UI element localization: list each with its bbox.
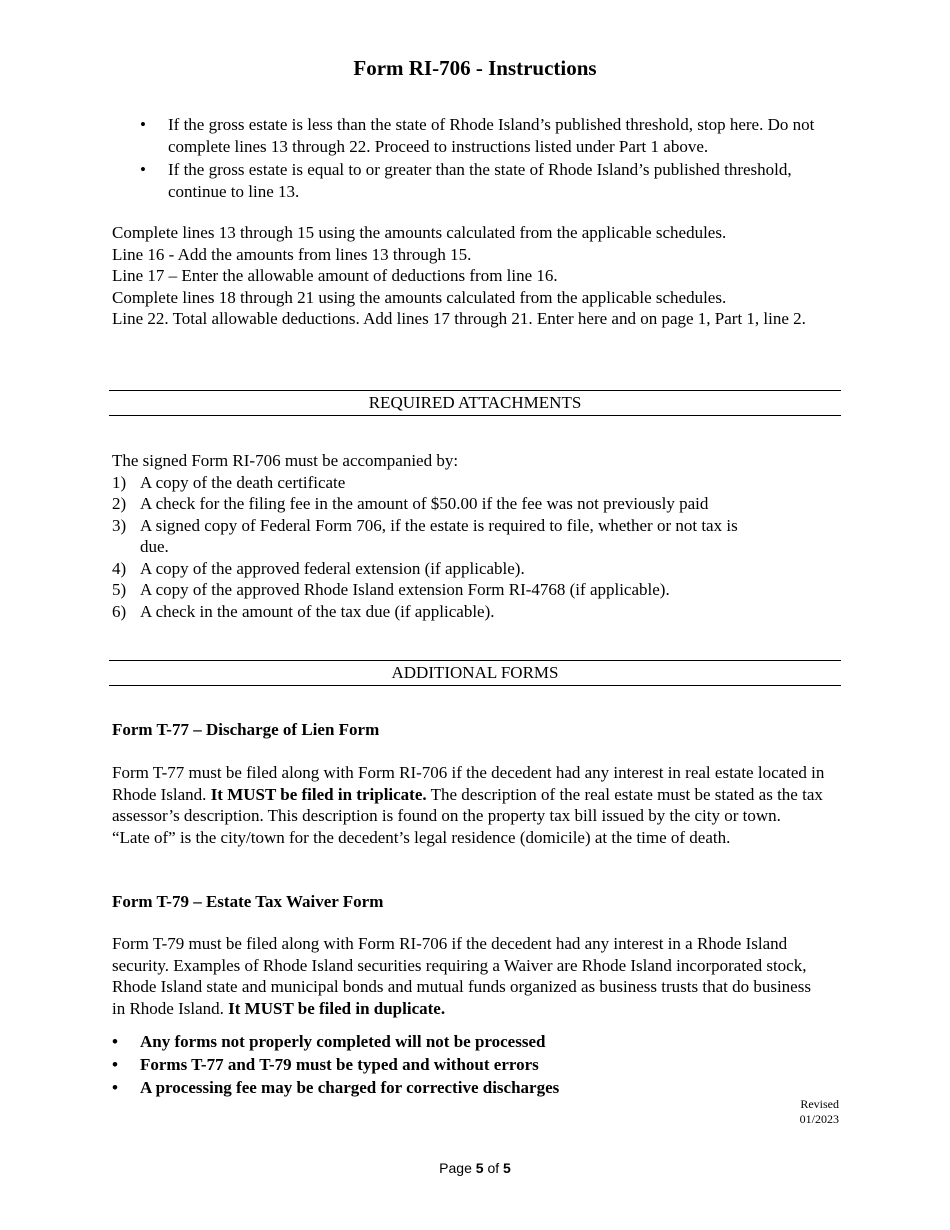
revision-note (800, 1097, 839, 1127)
item-number: 6) (112, 601, 127, 621)
line-instructions (112, 222, 842, 330)
item-number: 1) (112, 472, 127, 492)
line-instruction: Line 17 – Enter the allowable amount of deductions from line 16. (112, 266, 558, 285)
list-item: • If the gross estate is less than the state of Rhode Island’s published threshold, stop here. Do not complete lines 13 through 22. Proceed to instructions listed under Part 1 above. (140, 114, 840, 157)
of-word: of (487, 1160, 500, 1176)
item-number: 4) (112, 558, 127, 578)
current-page: 5 (475, 1160, 484, 1176)
t77-paragraph (112, 762, 837, 848)
processing-notes-list (112, 1031, 842, 1100)
item-text: A copy of the approved Rhode Island extension Form RI-4768 (if applicable). (140, 580, 670, 599)
item-number: 3) (112, 515, 127, 535)
emphasis-text: It MUST be filed in duplicate. (228, 998, 446, 1018)
list-item: • A processing fee may be charged for corrective discharges (112, 1077, 842, 1099)
page-word: Page (439, 1160, 472, 1176)
total-pages: 5 (503, 1160, 511, 1176)
section-heading: Form T-77 – Discharge of Lien Form (112, 720, 380, 739)
revised-label: Revised (800, 1097, 839, 1111)
list-item: • Any forms not properly completed will not be processed (112, 1031, 842, 1053)
list-item (112, 515, 770, 558)
list-item (112, 579, 842, 601)
list-item (112, 601, 842, 623)
item-text: A signed copy of Federal Form 706, if the estate is required to file, whether or not tax is due. (140, 515, 738, 556)
list-item (112, 493, 842, 515)
list-item (112, 472, 842, 494)
item-number: 5) (112, 580, 127, 599)
list-item: • If the gross estate is equal to or greater than the state of Rhode Island’s published threshold, continue to line 13. (140, 159, 840, 202)
line-instruction: Complete lines 18 through 21 using the amounts calculated from the applicable schedules. (112, 287, 727, 307)
threshold-bullet-list (140, 114, 840, 204)
t77-heading (112, 719, 842, 741)
line-instruction: Line 16 - Add the amounts from lines 13 through 15. (112, 244, 472, 264)
item-text: A copy of the approved federal extension (if applicable). (140, 558, 525, 578)
emphasis-text: It MUST be filed in triplicate. (210, 784, 427, 804)
item-text: A check for the filing fee in the amount of $50.00 if the fee was not previously paid (140, 494, 709, 513)
additional-forms-header: ADDITIONAL FORMS (109, 660, 841, 686)
attachments-intro: The signed Form RI-706 must be accompanied by: (112, 451, 459, 470)
t79-heading (112, 891, 842, 913)
list-item: • Forms T-77 and T-79 must be typed and without errors (112, 1054, 842, 1076)
t79-paragraph (112, 933, 812, 1019)
required-attachments-list (112, 450, 842, 622)
paragraph-text: The description of the real estate must be stated as the tax assessor’s description. This description is found on the property tax bill issued by the city or town. (112, 784, 823, 825)
paragraph-text: Form T-79 must be filed along with Form RI-706 if the decedent had any interest in a Rhode Island security. Examples of Rhode Island securities requiring a Waiver are Rhode Island incorporated stock, Rhode Island state and municipal bonds and mutual funds organized as business trusts that do business in Rhode Island. (112, 934, 811, 1018)
revised-date: 01/2023 (799, 1112, 839, 1126)
section-heading: Form T-79 – Estate Tax Waiver Form (112, 892, 384, 911)
item-text: A copy of the death certificate (140, 472, 346, 492)
page-title: Form RI-706 - Instructions (353, 56, 597, 80)
late-of-note: “Late of” is the city/town for the decedent’s legal residence (domicile) at the time of death. (112, 827, 731, 847)
item-number: 2) (112, 494, 127, 513)
item-text: A check in the amount of the tax due (if applicable). (140, 601, 495, 621)
required-attachments-header: REQUIRED ATTACHMENTS (109, 390, 841, 416)
page-number-footer (0, 1160, 950, 1176)
paragraph-text: Form T-77 must be filed along with Form RI-706 if the decedent had any interest in real estate located in Rhode Island. (112, 763, 825, 804)
line-instruction: Line 22. Total allowable deductions. Add lines 17 through 21. Enter here and on page 1, Part 1, line 2. (112, 309, 806, 328)
list-item (112, 558, 842, 580)
line-instruction: Complete lines 13 through 15 using the amounts calculated from the applicable schedules. (112, 223, 727, 242)
